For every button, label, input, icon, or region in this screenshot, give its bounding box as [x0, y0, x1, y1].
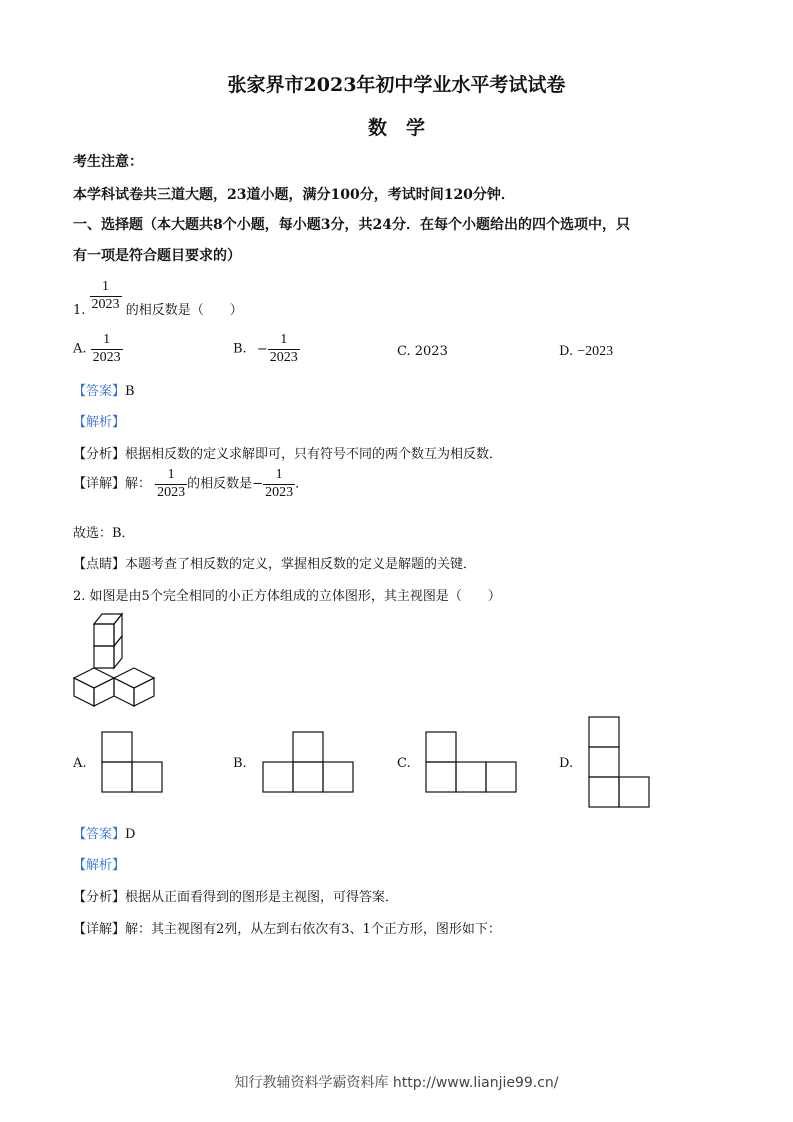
answer-1: 【答案】B: [73, 384, 135, 399]
option-a-figure: [101, 731, 164, 794]
option-c: C. 2023: [397, 344, 448, 359]
option-d: D.: [559, 756, 574, 771]
option-c-figure: [425, 731, 519, 794]
choice-1: 故选：B．: [73, 526, 135, 541]
section1-line1: 一、选择题（本大题共8个小题，每小题3分，共24分．在每个小题给出的四个选项中，只: [73, 217, 630, 233]
question-2: 2. 如图是由5个完全相同的小正方体组成的立体图形，其主视图是（ ）: [73, 589, 501, 604]
notice-heading: 考生注意：: [73, 154, 143, 170]
option-d: D. −2023: [559, 344, 614, 359]
exam-title: 张家界市2023年初中学业水平考试试卷: [227, 74, 566, 96]
comment-1: 【点睛】本题考查了相反数的定义，掌握相反数的定义是解题的关键．: [73, 557, 477, 572]
section1-line2: 有一项是符合题目要求的）: [73, 248, 241, 264]
cube-figure: [70, 608, 160, 710]
notice-text: 本学科试卷共三道大题，23道小题，满分100分，考试时间120分钟．: [73, 187, 515, 203]
question-1: [73, 279, 243, 319]
fraction: $\frac{1}{2023}$: [269, 332, 298, 365]
option-b: B. − $\frac{1}{2023}$: [233, 332, 298, 365]
option-b: B.: [233, 756, 247, 771]
subject-title: 数 学: [367, 117, 425, 139]
detail-1: 【详解】解： $\frac{1}{2023}$ 的相反数是− $\frac{1}{2023}$ ．: [73, 467, 309, 500]
option-d-figure: [588, 716, 652, 810]
answer-tag: 【答案】: [73, 384, 126, 399]
answer-2: 【答案】D: [73, 827, 136, 842]
detail-2: 【详解】解：其主视图有2列，从左到右依次有3、1个正方形，图形如下：: [73, 922, 501, 937]
fenxi-2: 【分析】根据从正面看得到的图形是主视图，可得答案．: [73, 890, 399, 905]
fraction: $\frac{1}{2023}$: [92, 332, 121, 365]
fraction: $\frac{1}{2023}$: [157, 467, 186, 500]
footer-watermark: 知行教辅资料学霸资料库 http://www.lianjie99.cn/: [234, 1075, 559, 1091]
question-stem: 的相反数是（ ）: [125, 303, 243, 319]
fraction: $\frac{1}{2023}$: [265, 467, 294, 500]
option-a: A.: [73, 756, 87, 771]
option-a: A. $\frac{1}{2023}$: [73, 332, 121, 365]
fenxi-1: 【分析】根据相反数的定义求解即可，只有符号不同的两个数互为相反数．: [73, 447, 503, 462]
option-c: C.: [397, 756, 411, 771]
analysis-tag: 【解析】: [73, 858, 126, 873]
analysis-tag: 【解析】: [73, 415, 126, 430]
question-number: 1.: [73, 303, 86, 319]
answer-tag: 【答案】: [73, 827, 126, 842]
fraction: $\frac{1}{2023}$: [91, 279, 120, 312]
option-b-figure: [262, 731, 356, 794]
